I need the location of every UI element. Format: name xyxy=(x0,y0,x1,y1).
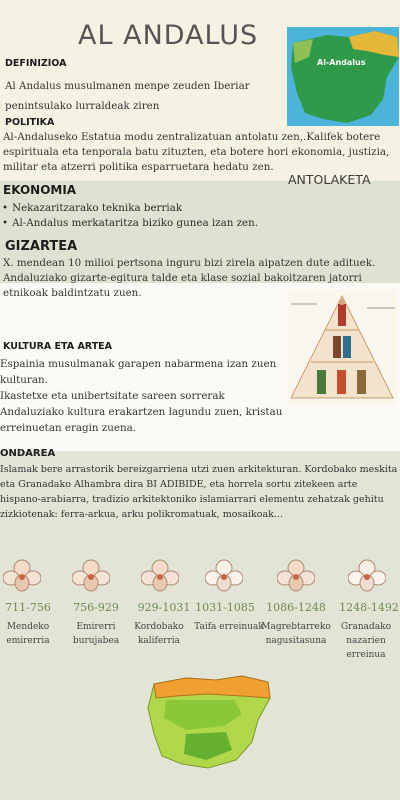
orchid-icon xyxy=(348,558,386,596)
iberia-map-bottom xyxy=(146,670,274,770)
timeline-years: 929-1031 xyxy=(137,601,191,614)
economy-item: • Al-Andalus merkataritza biziko gunea izan zen. xyxy=(0,216,400,231)
timeline-years: 756-929 xyxy=(73,601,119,614)
timeline-label: Magrebtarreko nagusitasuna xyxy=(261,622,331,646)
society-pyramid-illustration xyxy=(287,290,397,405)
economy-item: • Nekazaritzarako teknika berriak xyxy=(0,201,400,216)
orchid-icon xyxy=(3,558,41,596)
timeline-years: 1031-1085 xyxy=(195,601,255,614)
timeline-years: 711-756 xyxy=(5,601,51,614)
culture-heading: KULTURA ETA ARTEA xyxy=(3,341,113,352)
legacy-text: Islamak bere arrastorik bereizgarriena utzi zuen arkitekturan. Kordobako meskita eta Granadako Alhambra dira BI ADIBIDE, eta horrela sortu zitekeen arte hispano-arabiarra, tradizio arkitektoniko islamiarrari elementu zehatzak gehitu zizkiotenak: ferra-arkua, arku polikromatuak, mosaikoak... xyxy=(0,464,398,520)
definition-heading: DEFINIZIOA xyxy=(5,58,67,69)
orchid-icon xyxy=(277,558,315,596)
society-text: X. mendean 10 milioi pertsona inguru bizi zirela aipatzen dute adituek. Andaluziako gizarte-egitura talde eta klase sozial bakoitzaren jatorri etnikoak baldintzatu zuen. xyxy=(3,257,376,299)
culture-text-2: Ikastetxe eta unibertsitate sareen sorrerak Andaluziako kultura erakartzen lagundu zuen, kristau erreinuetan eragin zuena. xyxy=(0,390,283,434)
legacy-heading: ONDAREA xyxy=(0,448,56,459)
orchid-icon xyxy=(205,558,243,596)
timeline-years: 1248-1492 xyxy=(339,601,399,614)
politics-heading: POLITIKA xyxy=(5,117,55,128)
politics-text: Al-Andaluseko Estatua modu zentralizatuan antolatu zen,.Kalifek botere espirituala eta tenporala batu zituzten, eta botere hori ekonomia, justizia, militar eta atzerri politika esparruetara hedatu zen. xyxy=(3,131,390,173)
definition-text: Al Andalus musulmanen menpe zeuden Iberiar penintsulako lurraldeak ziren xyxy=(5,80,250,112)
timeline-label: Emirerri burujabea xyxy=(72,622,120,646)
timeline-label: Taifa erreinuak xyxy=(194,622,264,632)
culture-text-1: Espainia musulmanak garapen nabarmena izan zuen kulturan. xyxy=(0,358,277,386)
page-title: AL ANDALUS xyxy=(78,20,259,51)
economy-list xyxy=(0,201,400,231)
timeline-label: Granadako nazarien erreinua xyxy=(340,622,392,660)
timeline-years: 1086-1248 xyxy=(266,601,326,614)
timeline-label: Mendeko emirerria xyxy=(6,622,50,646)
timeline-label: Kordobako kaliferria xyxy=(134,622,184,646)
orchid-icon xyxy=(72,558,110,596)
orchid-icon xyxy=(141,558,179,596)
map-top-label: Al-Andalus xyxy=(317,58,366,67)
organization-label: ANTOLAKETA xyxy=(288,172,371,187)
iberia-map-top xyxy=(287,27,399,126)
society-heading: GIZARTEA xyxy=(5,239,78,254)
economy-heading: EKONOMIA xyxy=(3,183,77,197)
